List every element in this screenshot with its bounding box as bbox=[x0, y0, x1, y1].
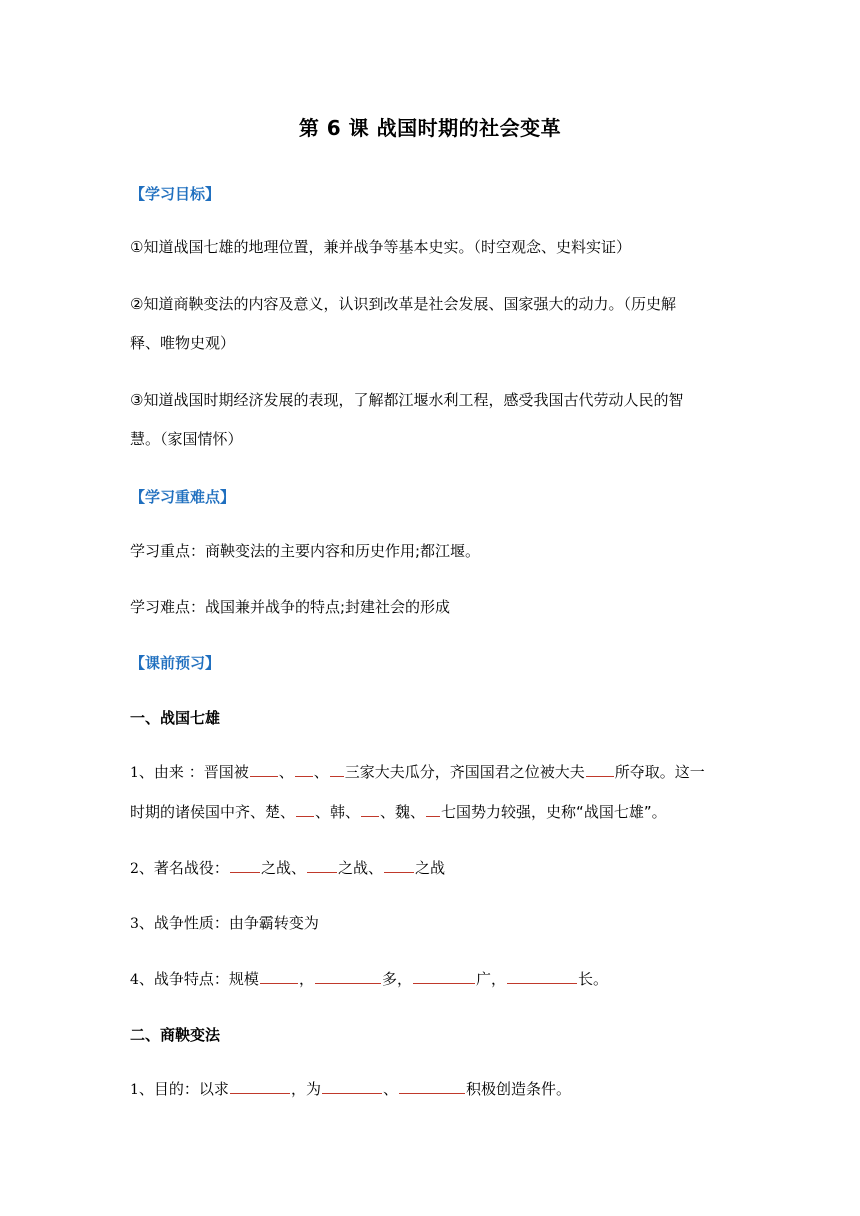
fill-blank[interactable] bbox=[260, 969, 298, 984]
part1-question-1-line-2: 时期的诸侯国中齐、楚、 、韩、 、魏、 七国势力较强，史称“战国七雄”。 bbox=[130, 803, 667, 821]
part1-question-1-line-1: 1、由来 ：晋国被 、 、 三家大夫瓜分，齐国国君之位被大夫 所夺取。这一 bbox=[130, 763, 705, 781]
fill-blank[interactable] bbox=[330, 762, 344, 777]
fill-blank[interactable] bbox=[507, 969, 577, 984]
fill-blank[interactable] bbox=[295, 762, 313, 777]
objective-1: ①知道战国七雄的地理位置，兼并战争等基本史实。（时空观念、史料实证） bbox=[130, 238, 631, 256]
fill-blank[interactable] bbox=[307, 858, 337, 873]
difficult-points: 学习难点：战国兼并战争的特点;封建社会的形成 bbox=[130, 598, 451, 616]
part1-question-4: 4、战争特点：规模 ， 多， 广， 长。 bbox=[130, 970, 608, 988]
section-header-objectives: 【学习目标】 bbox=[130, 185, 221, 203]
fill-blank[interactable] bbox=[426, 802, 440, 817]
section-header-difficulties: 【学习重难点】 bbox=[130, 488, 236, 506]
question-number: 1 bbox=[130, 1082, 139, 1098]
part2-question-1: 1、目的：以求 ，为 、 积极创造条件。 bbox=[130, 1080, 571, 1098]
question-number: 1 bbox=[130, 765, 139, 781]
lesson-title: 第 6 课 战国时期的社会变革 bbox=[298, 116, 562, 140]
fill-blank[interactable] bbox=[315, 969, 381, 984]
objective-3-line-1: ③知道战国时期经济发展的表现，了解都江堰水利工程，感受我国古代劳动人民的智 bbox=[130, 391, 684, 409]
fill-blank[interactable] bbox=[413, 969, 475, 984]
key-points: 学习重点：商鞅变法的主要内容和历史作用;都江堰。 bbox=[130, 542, 481, 560]
objective-2-line-1: ②知道商鞅变法的内容及意义，认识到改革是社会发展、国家强大的动力。（历史解 bbox=[130, 295, 676, 313]
fill-blank[interactable] bbox=[586, 762, 614, 777]
objective-3-line-2: 慧。（家国情怀） bbox=[130, 430, 243, 448]
part1-question-2: 2、著名战役： 之战、 之战、 之战 bbox=[130, 859, 446, 877]
fill-blank[interactable] bbox=[230, 858, 260, 873]
part1-heading: 一、战国七雄 bbox=[130, 709, 221, 727]
fill-blank[interactable] bbox=[384, 858, 414, 873]
question-number: 3 bbox=[130, 916, 139, 932]
objective-2-line-2: 释、唯物史观） bbox=[130, 334, 236, 352]
fill-blank[interactable] bbox=[361, 802, 379, 817]
fill-blank[interactable] bbox=[230, 1079, 290, 1094]
part2-heading: 二、商鞅变法 bbox=[130, 1026, 221, 1044]
fill-blank[interactable] bbox=[399, 1079, 465, 1094]
fill-blank[interactable] bbox=[322, 1079, 382, 1094]
part1-question-3: 3、战争性质：由争霸转变为 bbox=[130, 914, 319, 932]
section-header-preview: 【课前预习】 bbox=[130, 654, 221, 672]
fill-blank[interactable] bbox=[296, 802, 314, 817]
question-number: 4 bbox=[130, 972, 139, 988]
question-number: 2 bbox=[130, 861, 139, 877]
fill-blank[interactable] bbox=[250, 762, 278, 777]
